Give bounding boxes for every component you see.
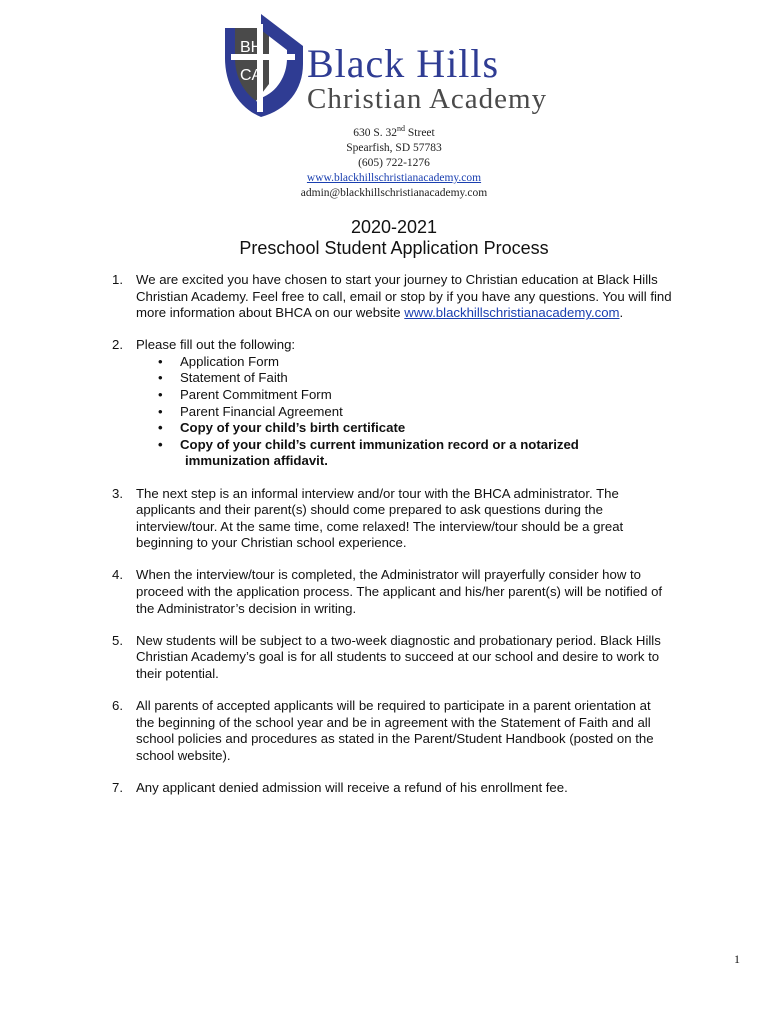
email-address: admin@blackhillschristianacademy.com — [300, 187, 488, 199]
bullet-item: • Copy of your child’s birth certificate — [158, 420, 406, 436]
shield-logo-icon — [221, 14, 307, 119]
city-state-zip: Spearfish, SD 57783 — [346, 142, 442, 154]
phone-number: (605) 722-1276 — [358, 157, 430, 169]
bullet-item: • Parent Financial Agreement — [158, 403, 343, 419]
page-number: 1 — [734, 952, 740, 966]
list-item: 3. The next step is an informal interview and/or tour with the BHCA administrator. The applicants and their parent(s) should come prepared to ask questions during the interview/tour. At the same time, come relaxed! The interview/tour should be a great beginning to your Christian school experience. — [112, 485, 624, 551]
list-item: 2. Please fill out the following: • Application Form • Statement of Faith • Parent Commitment Form • Parent Financial Agreement • Copy of your child’s birth certificate • Copy of your child’s current immunization record or a notarized immunization affidavit. — [112, 337, 672, 470]
website-link-inline[interactable]: www.blackhillschristianacademy.com — [404, 305, 620, 321]
list-item: 1. We are excited you have chosen to start your journey to Christian education at Black Hills Christian Academy. Feel free to call, email or stop by if you have any questions. You will find more information about BHCA on our website www.blackhillschristianacademy.com. — [112, 272, 672, 321]
list-item: 6. All parents of accepted applicants will be required to participate in a parent orientation at the beginning of the school year and be in agreement with the Statement of Faith and all school policies and procedures as stated in the Parent/Student Handbook (posted on the school website). — [112, 697, 654, 763]
document-heading — [0, 217, 770, 259]
bullet-item: • Application Form — [158, 353, 279, 369]
logo-monogram-bottom: CA — [240, 67, 263, 84]
list-item: 7. Any applicant denied admission will receive a refund of his enrollment fee. — [112, 779, 568, 795]
address-block — [0, 126, 770, 201]
logo-line2: Christian Academy — [307, 83, 548, 115]
school-year: 2020-2021 — [350, 217, 438, 237]
logo-line1: Black Hills — [307, 41, 500, 86]
street-address: 630 S. 32nd Street — [353, 124, 435, 139]
school-logo — [221, 14, 571, 124]
website-link[interactable]: www.blackhillschristianacademy.com — [306, 172, 482, 184]
document-title: Preschool Student Application Process — [239, 238, 549, 258]
bullet-item: • Parent Commitment Form — [158, 387, 332, 403]
list-item: 5. New students will be subject to a two-week diagnostic and probationary period. Black Hills Christian Academy’s goal is for all students to succeed at our school and desire to work to their potential. — [112, 632, 661, 681]
bullet-item: • Copy of your child’s current immunization record or a notarized immunization affidavit. — [158, 436, 579, 469]
process-list — [112, 272, 672, 812]
logo-monogram-top: BH — [240, 39, 263, 56]
forms-bullet-list — [112, 354, 672, 470]
list-item: 4. When the interview/tour is completed, the Administrator will prayerfully consider how to proceed with the application process. The applicant and his/her parent(s) will be notified of the Administrator’s decision in writing. — [112, 567, 663, 616]
bullet-item: • Statement of Faith — [158, 370, 288, 386]
